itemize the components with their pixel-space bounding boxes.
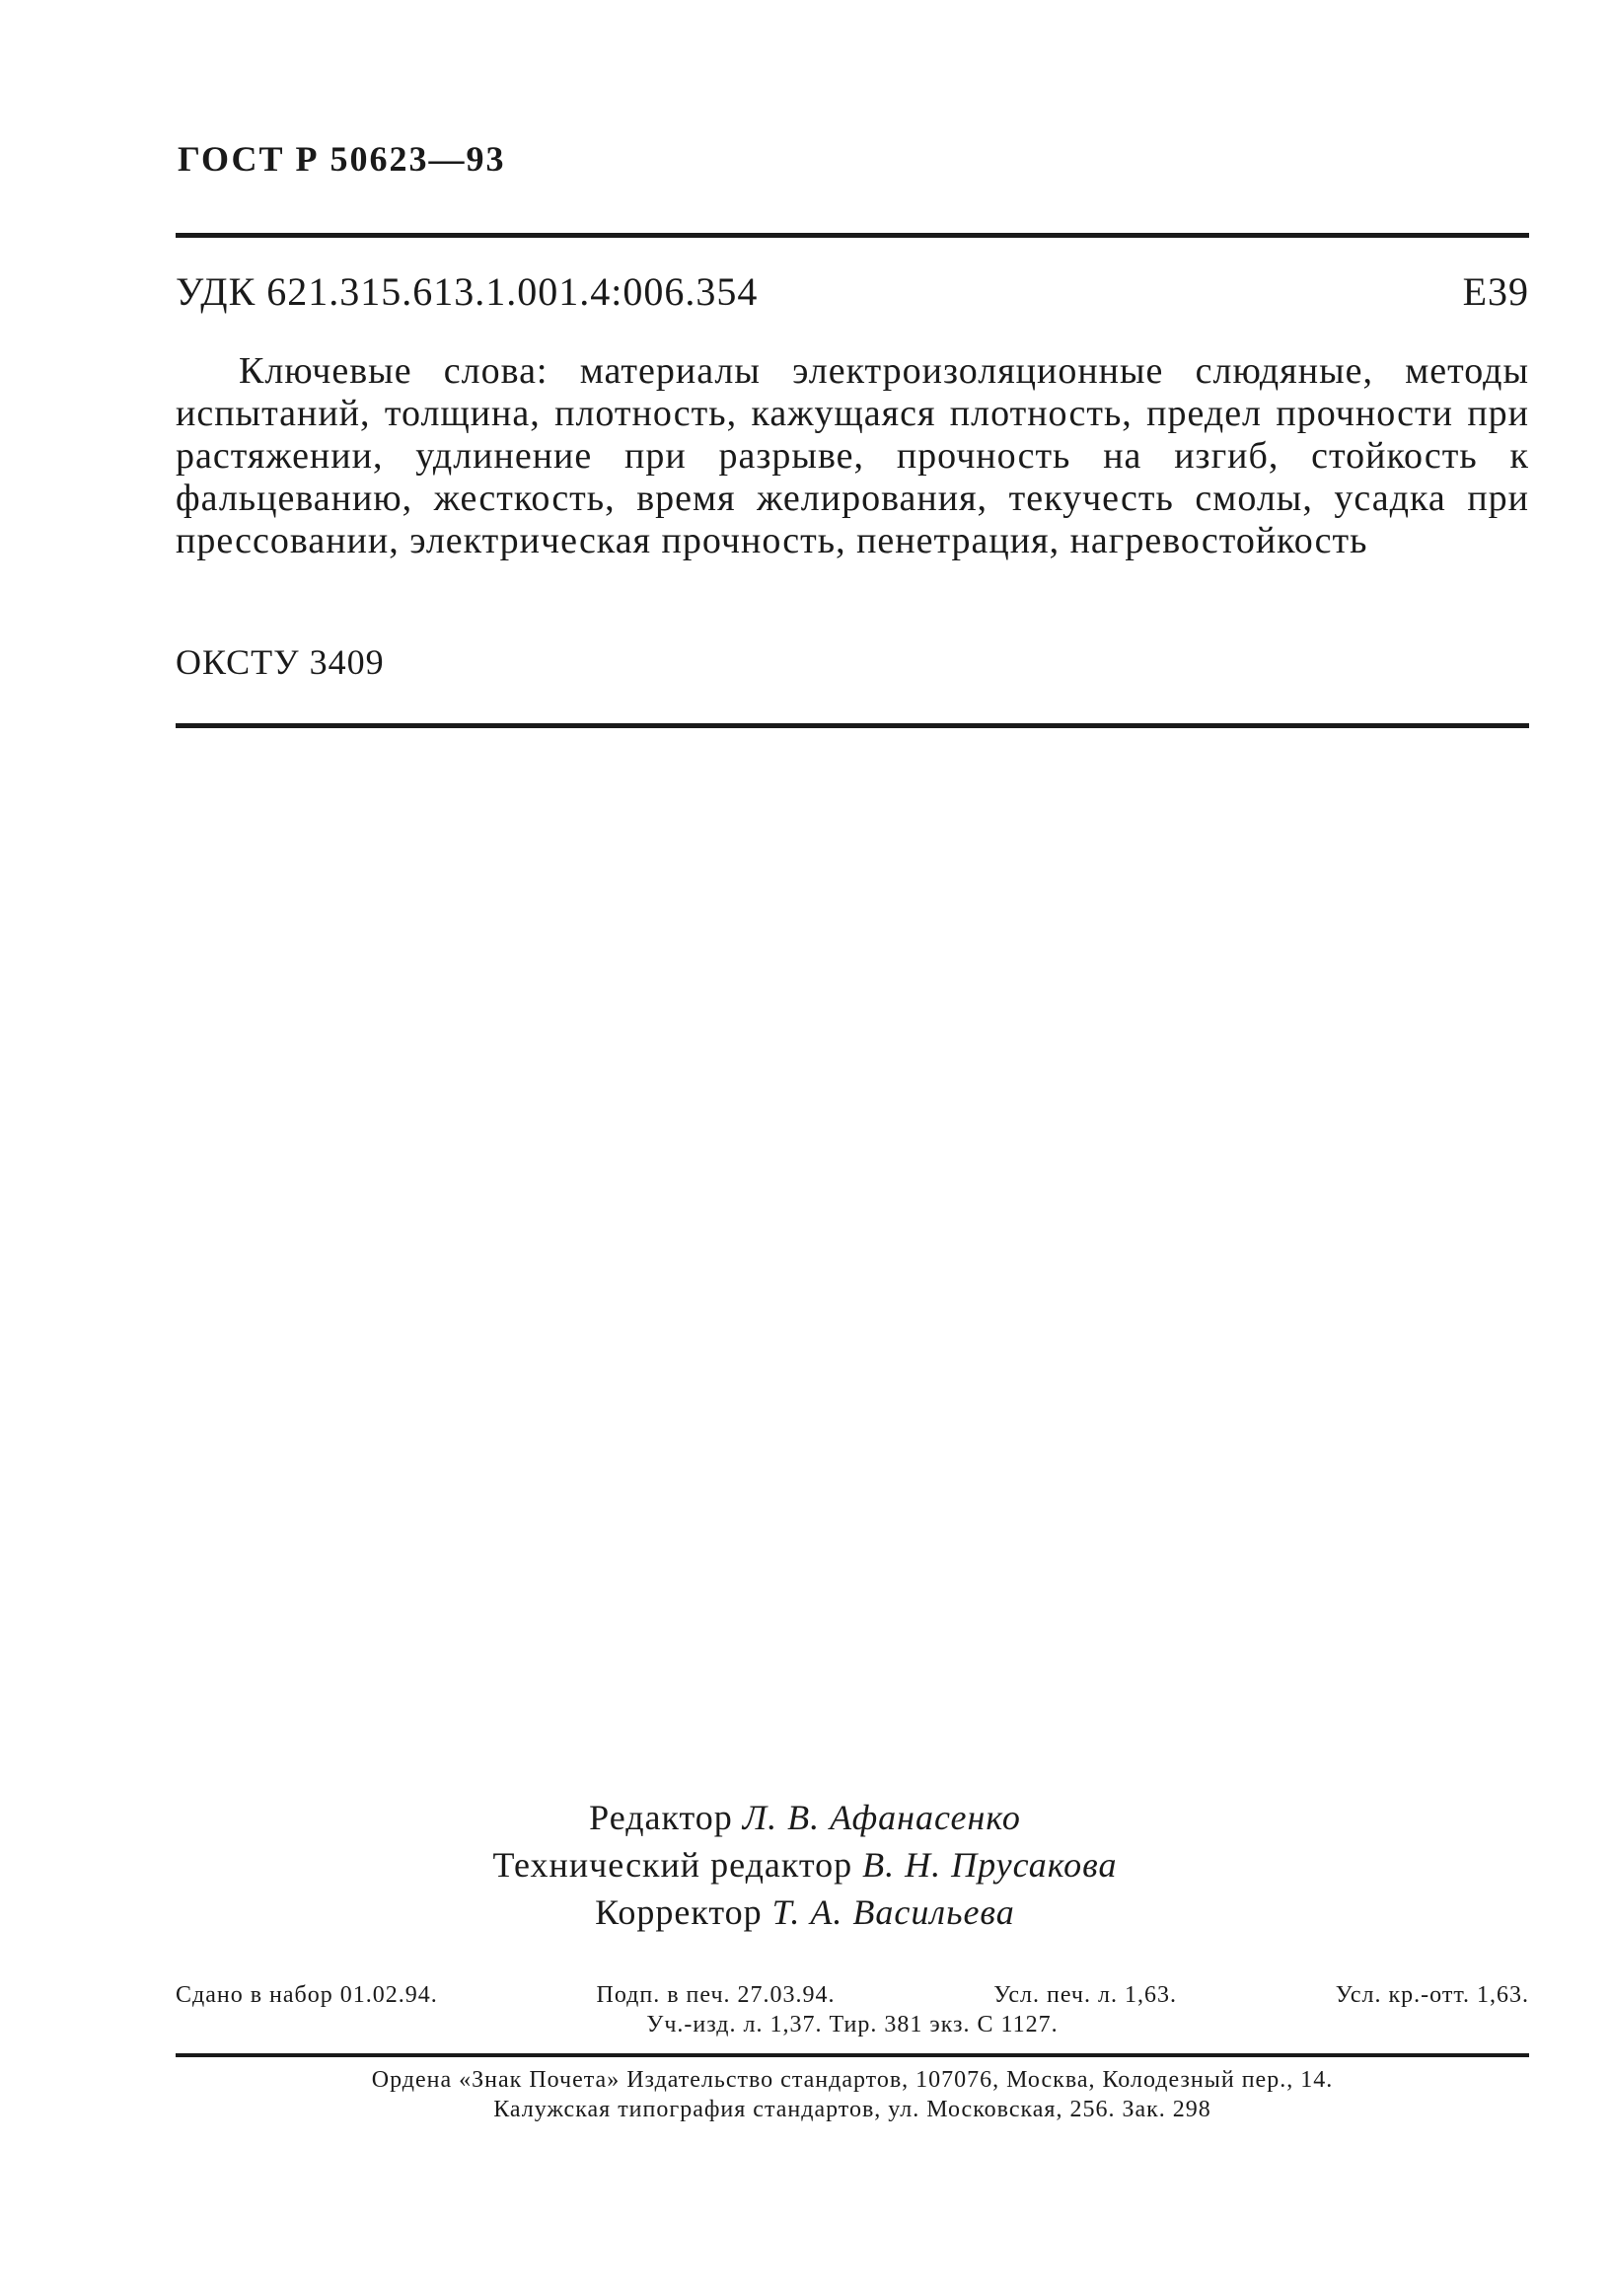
publisher-block	[176, 2065, 1529, 2124]
tech-editor-label: Технический редактор	[492, 1845, 853, 1885]
imprint-row	[176, 1980, 1529, 2010]
okstu-code: ОКСТУ 3409	[176, 642, 385, 682]
standard-code: ГОСТ Р 50623—93	[178, 139, 506, 179]
proofreader-line	[0, 1889, 1610, 1936]
section-divider	[176, 723, 1529, 728]
group-code: Е39	[1462, 269, 1529, 314]
editor-label: Редактор	[589, 1798, 733, 1837]
publisher-line: Ордена «Знак Почета» Издательство стандартов, 107076, Москва, Колодезный пер., 14.	[371, 2067, 1334, 2093]
editor-line	[0, 1794, 1610, 1841]
printer-line: Калужская типография стандартов, ул. Московская, 256. Зак. 298	[493, 2097, 1211, 2122]
keywords-paragraph: Ключевые слова: материалы электроизоляционные слюдяные, методы испытаний, толщина, плотность, кажущаяся плотность, предел прочности при растяжении, удлинение при разрыве, прочность на изгиб, стойкость к фальцеванию, жесткость, время желирования, текучесть смолы, усадка при прессовании, электрическая прочность, пенетрация, нагревостойкость	[176, 350, 1529, 561]
submitted-date: Сдано в набор 01.02.94.	[176, 1982, 438, 2008]
classification-row	[176, 268, 1529, 315]
tech-editor-name: В. Н. Прусакова	[862, 1845, 1118, 1885]
proofreader-name: Т. А. Васильева	[771, 1892, 1015, 1932]
signed-date: Подп. в печ. 27.03.94.	[596, 1982, 836, 2008]
proofreader-label: Корректор	[595, 1892, 763, 1932]
imprint-details: Уч.-изд. л. 1,37. Тир. 381 экз. С 1127.	[646, 2012, 1059, 2037]
bottom-divider	[176, 2053, 1529, 2057]
print-sheets: Усл. печ. л. 1,63.	[993, 1982, 1177, 2008]
editor-name: Л. В. Афанасенко	[742, 1798, 1021, 1837]
imprint-block	[176, 1980, 1529, 2039]
tech-editor-line	[0, 1841, 1610, 1889]
credits-block	[0, 1794, 1610, 1936]
top-divider	[176, 233, 1529, 238]
color-proofs: Усл. кр.-отт. 1,63.	[1335, 1982, 1529, 2008]
udk-code: УДК 621.315.613.1.001.4:006.354	[176, 269, 759, 314]
